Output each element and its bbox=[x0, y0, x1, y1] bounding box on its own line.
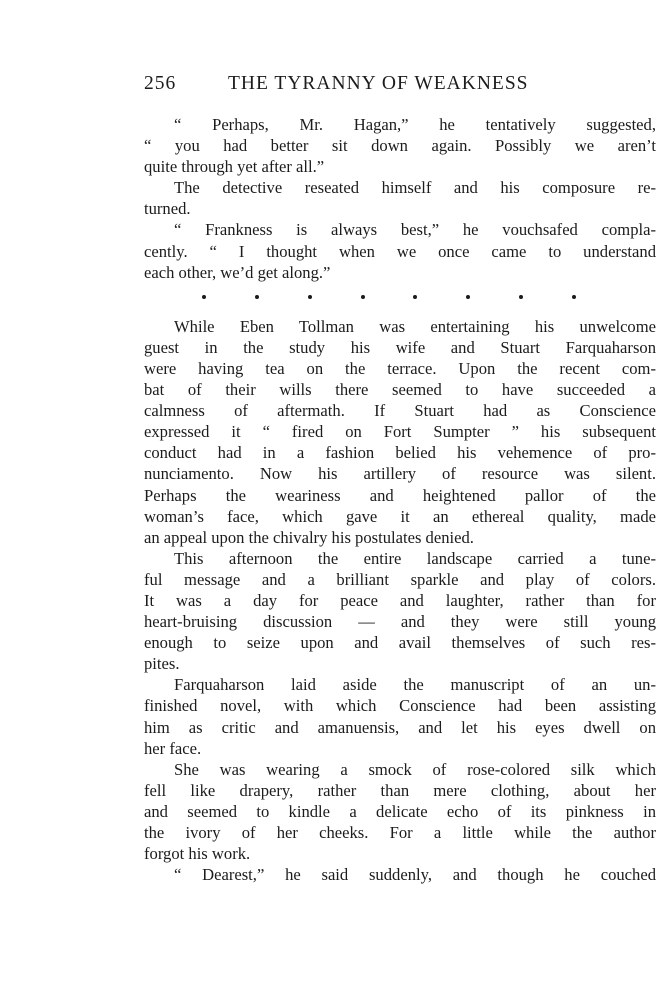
text-line: expressed it “ fired on Fort Sumpter ” his subsequent bbox=[144, 422, 656, 442]
text-line: finished novel, with which Conscience had been assisting bbox=[144, 696, 656, 716]
text-line: conduct had in a fashion belied his vehemence of pro- bbox=[144, 443, 656, 463]
break-dot bbox=[572, 295, 576, 299]
page-number: 256 bbox=[144, 73, 177, 94]
text-line: turned. bbox=[144, 199, 191, 219]
text-line: She was wearing a smock of rose-colored silk which bbox=[174, 759, 656, 779]
text-line: “ you had better sit down again. Possibly we aren’t bbox=[144, 136, 656, 156]
text-line: “ Perhaps, Mr. Hagan,” he tentatively suggested, bbox=[174, 115, 656, 134]
text-line: guest in the study his wife and Stuart Farquaharson bbox=[144, 337, 656, 357]
text-line: forgot his work. bbox=[144, 844, 251, 864]
text-line: cently. “ I thought when we once came to understand bbox=[144, 241, 656, 261]
running-header bbox=[144, 72, 564, 96]
text-line: fell like drapery, rather than mere clothing, about her bbox=[144, 780, 656, 800]
text-line: nunciamento. Now his artillery of resource was silent. bbox=[144, 464, 656, 484]
text-line: It was a day for peace and laughter, rather than for bbox=[144, 590, 656, 610]
text-line: enough to seize upon and avail themselves of such res- bbox=[144, 633, 656, 653]
section-break bbox=[144, 287, 656, 308]
text-line: The detective reseated himself and his composure re- bbox=[174, 178, 656, 198]
text-line: calmness of aftermath. If Stuart had as Conscience bbox=[144, 401, 656, 421]
break-dot bbox=[466, 295, 470, 299]
text-line: “ Frankness is always best,” he vouchsafed compla- bbox=[174, 220, 656, 240]
text-line: Farquaharson laid aside the manuscript of an un- bbox=[174, 675, 656, 695]
text-line: were having tea on the terrace. Upon the recent com- bbox=[144, 358, 656, 378]
body-text bbox=[144, 114, 656, 885]
text-line: him as critic and amanuensis, and let his eyes dwell on bbox=[144, 717, 656, 737]
text-line: Perhaps the weariness and heightened pallor of the bbox=[144, 485, 656, 505]
text-line: each other, we’d get along.” bbox=[144, 262, 331, 282]
text-line: and seemed to kindle a delicate echo of its pinkness in bbox=[144, 801, 656, 821]
break-dot bbox=[519, 295, 523, 299]
text-line: quite through yet after all.” bbox=[144, 157, 325, 177]
text-line: “ Dearest,” he said suddenly, and though he couched bbox=[174, 865, 656, 885]
break-dot bbox=[361, 295, 365, 299]
text-line: bat of their wills there seemed to have succeeded a bbox=[144, 380, 656, 400]
text-line: woman’s face, which gave it an ethereal quality, made bbox=[144, 506, 656, 526]
text-line: her face. bbox=[144, 738, 202, 758]
text-line: heart-bruising discussion — and they were still young bbox=[144, 612, 656, 632]
text-line: an appeal upon the chivalry his postulates denied. bbox=[144, 527, 474, 547]
break-dot bbox=[202, 295, 206, 299]
break-dot bbox=[413, 295, 417, 299]
text-line: the ivory of her cheeks. For a little while the author bbox=[144, 823, 656, 842]
text-line: This afternoon the entire landscape carried a tune- bbox=[174, 548, 656, 568]
text-line: While Eben Tollman was entertaining his unwelcome bbox=[174, 316, 656, 336]
text-line: pites. bbox=[144, 654, 180, 674]
text-line: ful message and a brilliant sparkle and play of colors. bbox=[144, 569, 656, 589]
running-title: THE TYRANNY OF WEAKNESS bbox=[228, 73, 529, 94]
break-dot bbox=[255, 295, 259, 299]
break-dot bbox=[308, 295, 312, 299]
